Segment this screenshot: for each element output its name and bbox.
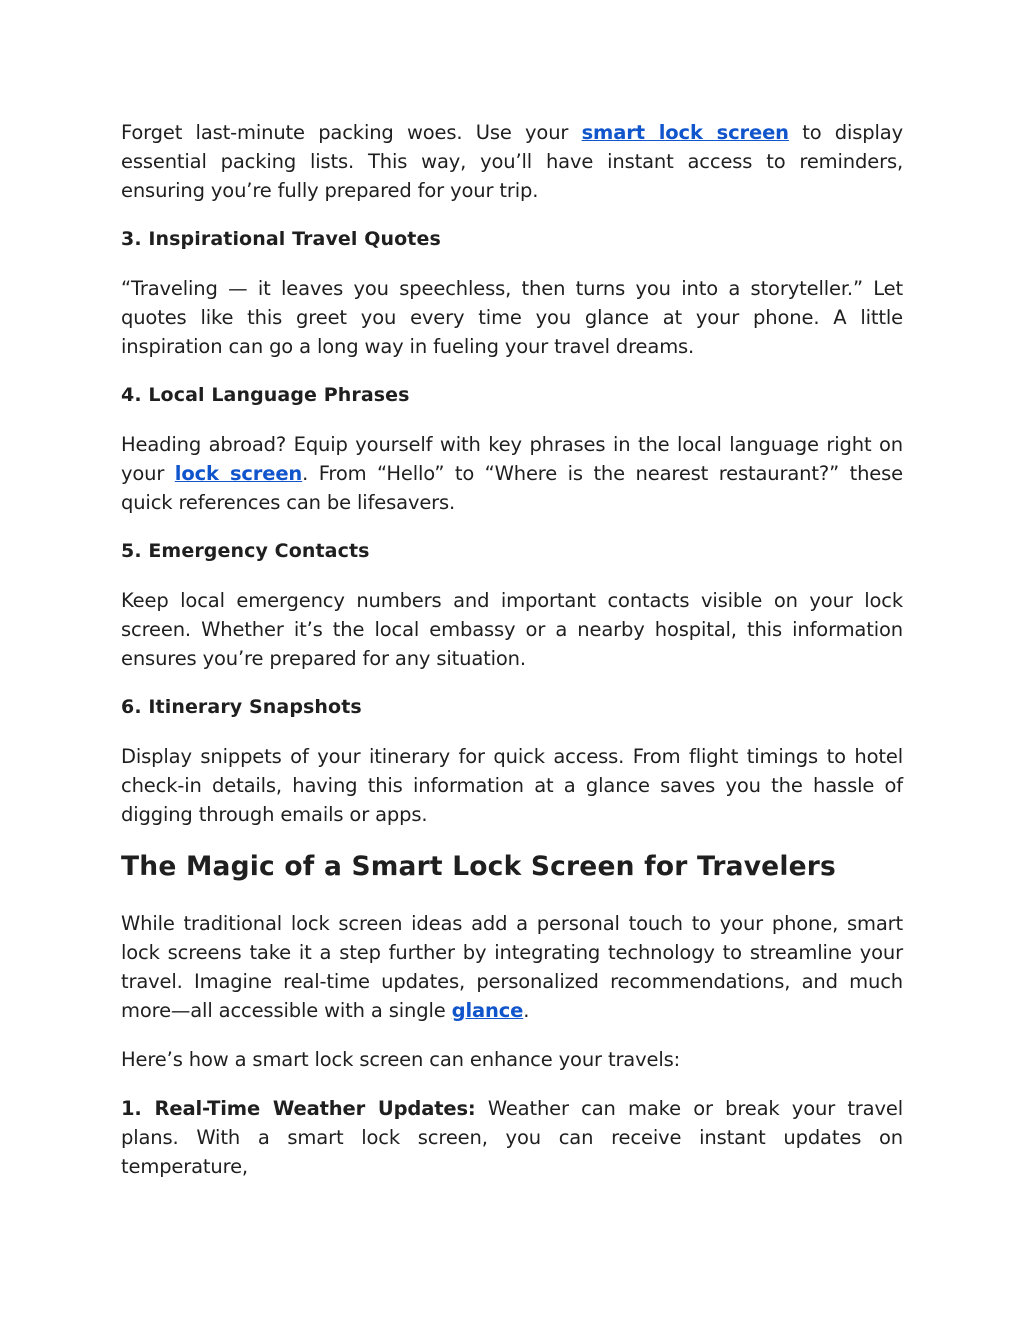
- section-heading-itinerary: 6. Itinerary Snapshots: [121, 696, 362, 718]
- intro-text-after: to display essential packing lists. This way, you’ll have instant access to reminders, ensuring you’re fully prepared for your trip.: [121, 121, 903, 202]
- magic-paragraph: [121, 909, 903, 1025]
- section-heading-language: 4. Local Language Phrases: [121, 384, 410, 406]
- document-page: [121, 118, 903, 1181]
- section-body-itinerary: Display snippets of your itinerary for quick access. From flight timings to hotel check-in details, having this information at a glance saves you the hassle of digging through emails or apps.: [121, 745, 903, 826]
- glance-link[interactable]: glance: [451, 999, 524, 1022]
- magic-text-after: .: [523, 999, 530, 1022]
- section-body-quotes: “Traveling — it leaves you speechless, then turns you into a storyteller.” Let quotes like this greet you every time you glance at your phone. A little inspiration can go a long way in fueling your travel dreams.: [121, 277, 903, 358]
- smart-lock-screen-link[interactable]: smart lock screen: [581, 121, 789, 144]
- weather-item-text: Weather can make or break your travel plans. With a smart lock screen, you can receive instant updates on temperature,: [121, 1097, 903, 1178]
- section-heading-emergency: 5. Emergency Contacts: [121, 540, 370, 562]
- weather-item-title: 1. Real-Time Weather Updates:: [121, 1097, 476, 1120]
- language-text-after: . From “Hello” to “Where is the nearest restaurant?” these quick references can be lifesavers.: [121, 462, 903, 514]
- enhance-paragraph: Here’s how a smart lock screen can enhance your travels:: [121, 1048, 681, 1071]
- section-body-emergency: Keep local emergency numbers and important contacts visible on your lock screen. Whether it’s the local embassy or a nearby hospital, this information ensures you’re prepared for any situation.: [121, 589, 903, 670]
- intro-text-before: Forget last-minute packing woes. Use your: [121, 121, 582, 144]
- magic-text-before: While traditional lock screen ideas add a personal touch to your phone, smart lock screens take it a step further by integrating technology to streamline your travel. Imagine real-time updates, personalized recommendations, and much more—all accessible with a single: [121, 912, 903, 1022]
- magic-heading: The Magic of a Smart Lock Screen for Travelers: [121, 851, 837, 882]
- lock-screen-link[interactable]: lock screen: [174, 462, 303, 485]
- language-text-before: Heading abroad? Equip yourself with key phrases in the local language right on your: [121, 433, 903, 485]
- section-heading-quotes: 3. Inspirational Travel Quotes: [121, 228, 441, 250]
- weather-item: [121, 1094, 903, 1181]
- section-body-language: [121, 430, 903, 517]
- intro-paragraph: [121, 118, 903, 205]
